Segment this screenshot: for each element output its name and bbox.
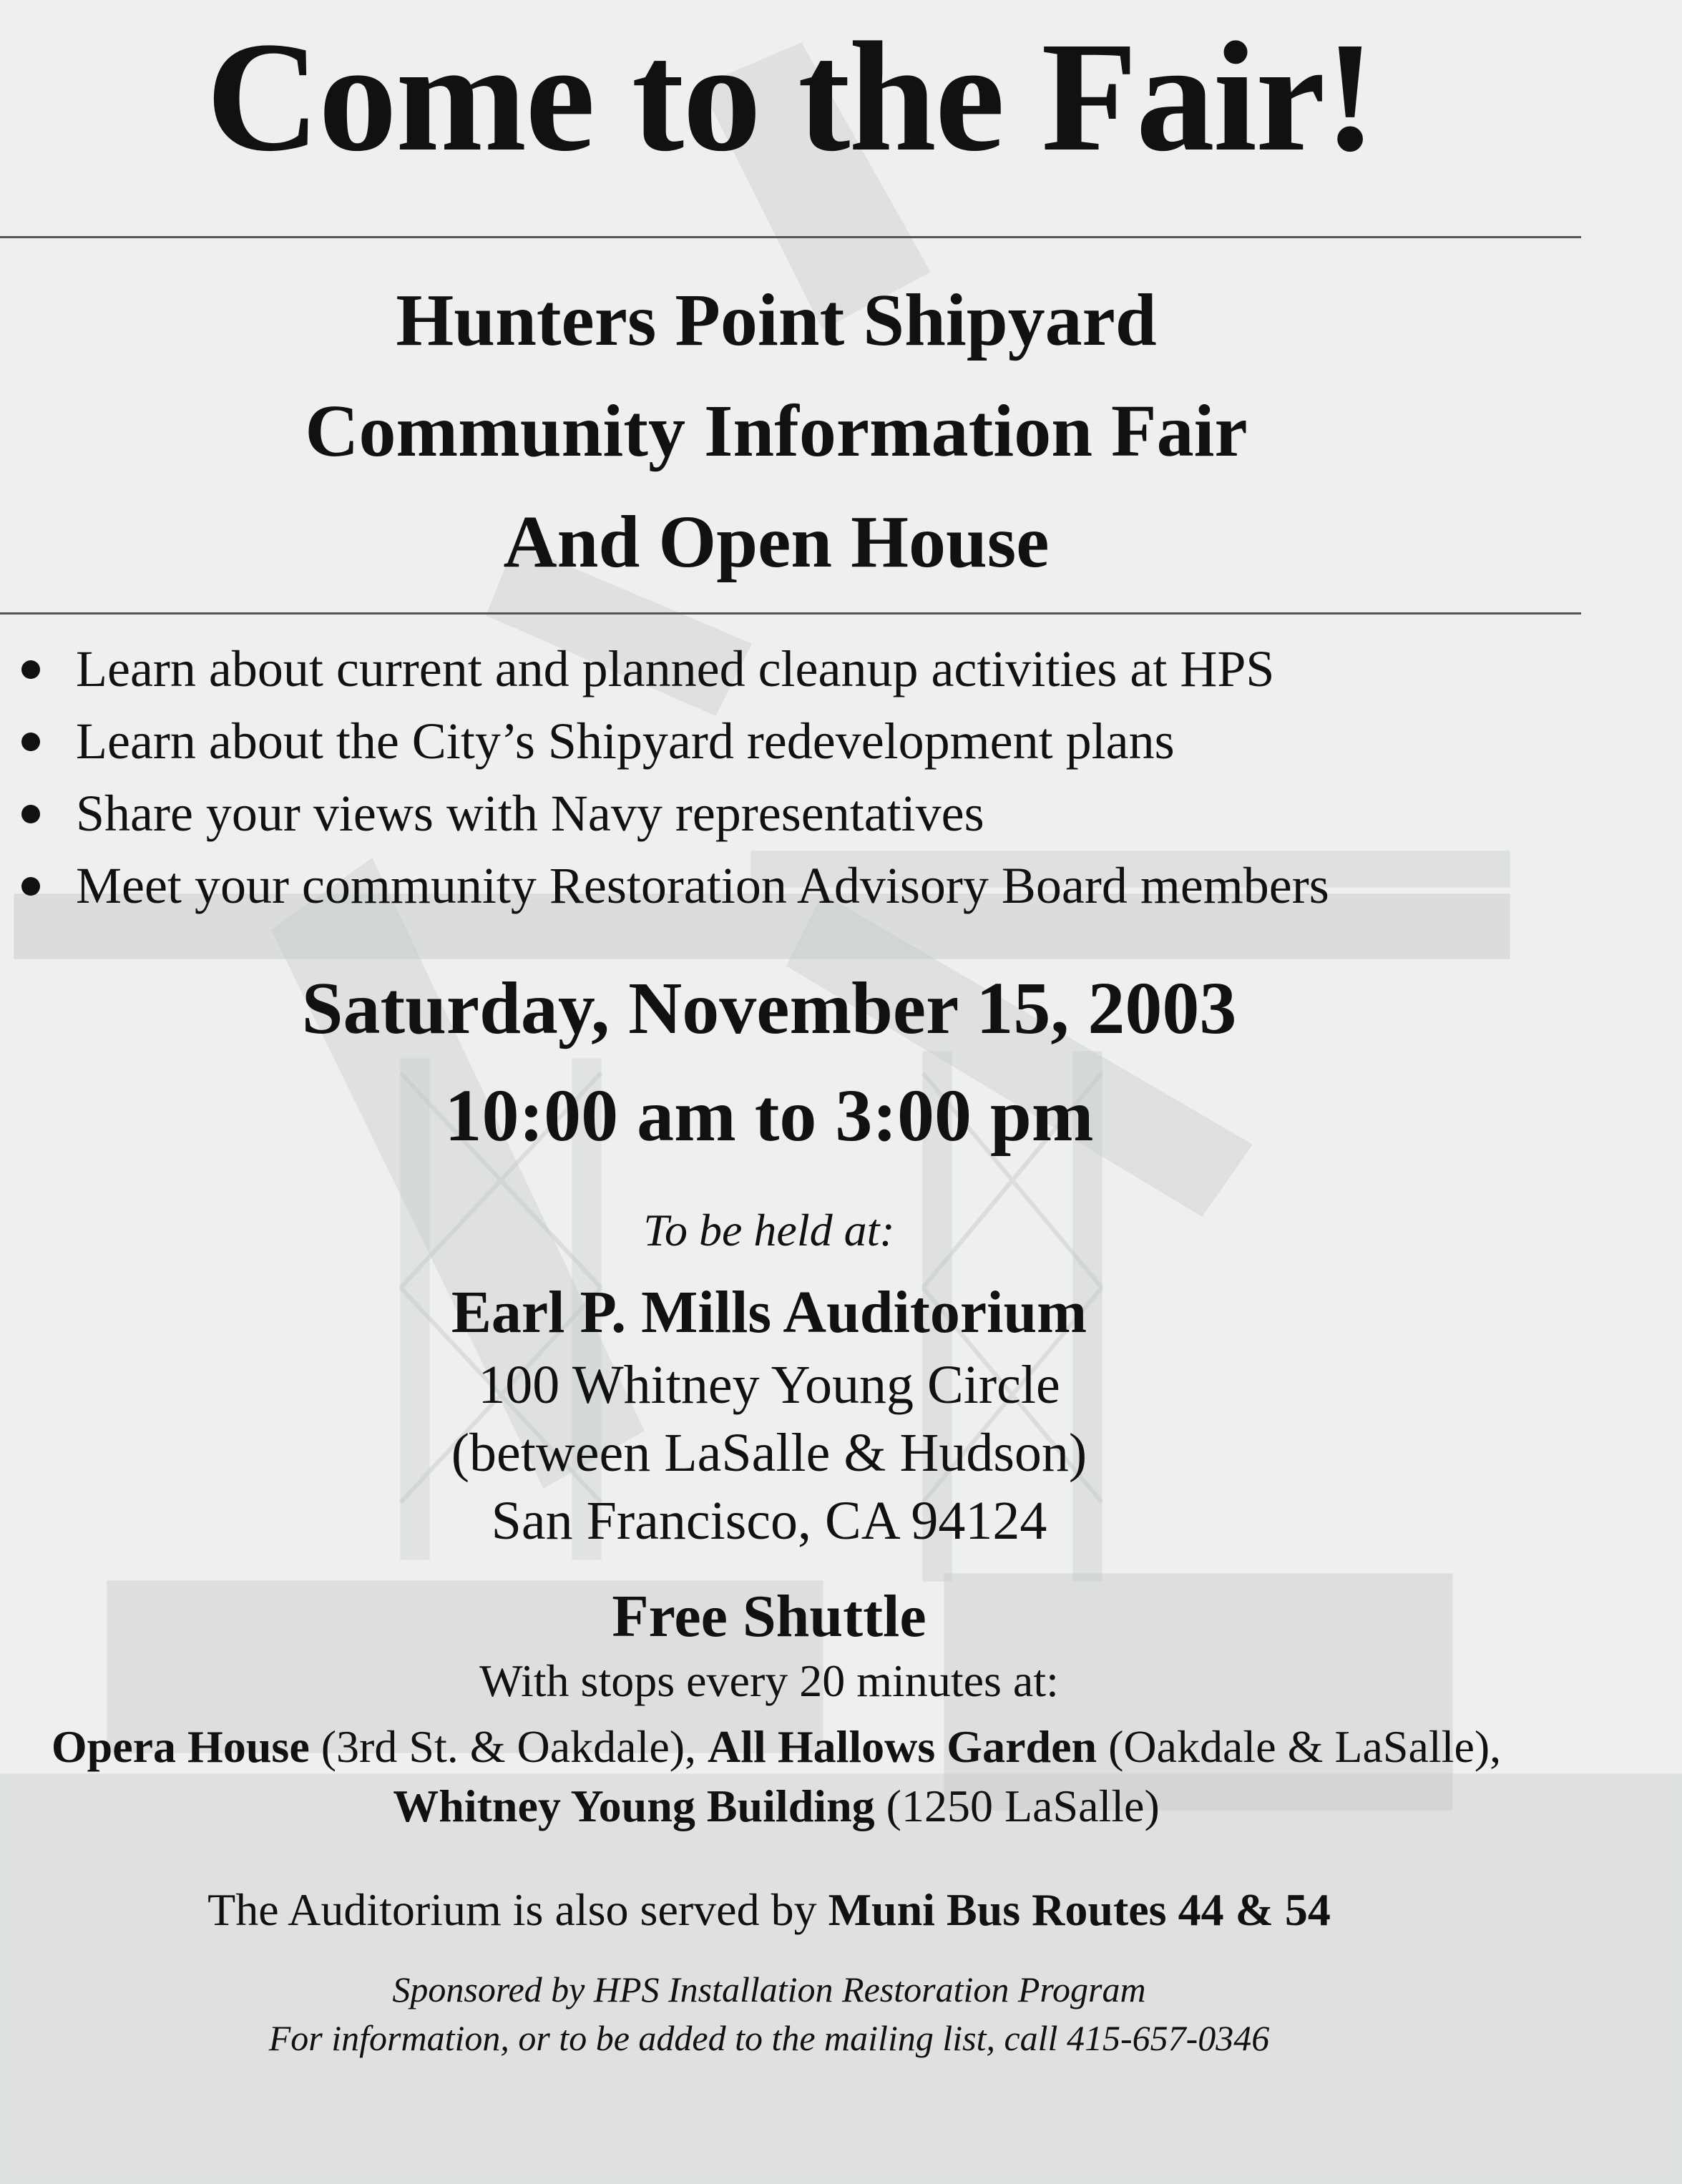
event-date: Saturday, November 15, 2003	[301, 967, 1237, 1049]
bullet-icon	[21, 805, 40, 823]
sponsor-line: Sponsored by HPS Installation Restoration Program	[392, 1969, 1146, 2009]
event-time: 10:00 am to 3:00 pm	[444, 1074, 1094, 1157]
muni-info	[0, 1881, 1538, 1939]
divider-top	[0, 236, 1581, 238]
shuttle-intro: With stops every 20 minutes at:	[479, 1655, 1059, 1706]
event-name-line-3: And Open House	[503, 501, 1050, 583]
venue-name: Earl P. Mills Auditorium	[451, 1279, 1087, 1346]
shuttle-stops-line-1	[0, 1718, 1553, 1776]
list-item-text: Learn about current and planned cleanup activities at HPS	[76, 640, 1275, 697]
shuttle-heading: Free Shuttle	[612, 1583, 926, 1650]
contact-line: For information, or to be added to the mailing list, call 415-657-0346	[268, 2018, 1270, 2058]
list-item-text: Learn about the City’s Shipyard redevelopment plans	[76, 713, 1175, 770]
muni-prefix: The Auditorium is also served by	[207, 1884, 817, 1935]
stop-name: All Hallows Garden	[708, 1721, 1097, 1772]
venue-cross-streets: (between LaSalle & Hudson)	[451, 1423, 1087, 1483]
bullet-icon	[21, 660, 40, 679]
divider-middle	[0, 612, 1581, 614]
bullet-icon	[21, 877, 40, 896]
list-item	[16, 705, 1554, 778]
list-item	[16, 633, 1554, 705]
activities-list	[16, 633, 1554, 922]
list-item	[16, 850, 1554, 922]
event-name	[0, 265, 1553, 597]
stop-detail: (Oakdale & LaSalle),	[1108, 1721, 1502, 1772]
list-item	[16, 778, 1554, 850]
shuttle-stops-line-2	[0, 1778, 1553, 1835]
venue-city: San Francisco, CA 94124	[491, 1491, 1047, 1551]
list-item-text: Share your views with Navy representatives	[76, 785, 984, 842]
event-name-line-1: Hunters Point Shipyard	[396, 279, 1157, 361]
list-item-text: Meet your community Restoration Advisory Board members	[76, 857, 1329, 914]
muni-routes: Muni Bus Routes 44 & 54	[828, 1884, 1331, 1935]
bullet-icon	[21, 733, 40, 751]
venue-street: 100 Whitney Young Circle	[478, 1355, 1060, 1415]
page-title: Come to the Fair!	[206, 9, 1375, 184]
event-name-line-2: Community Information Fair	[305, 390, 1248, 472]
stop-detail: (3rd St. & Oakdale),	[321, 1721, 697, 1772]
stop-detail: (1250 LaSalle)	[886, 1781, 1160, 1831]
stop-name: Opera House	[51, 1721, 310, 1772]
stop-name: Whitney Young Building	[393, 1781, 875, 1831]
held-at-label: To be held at:	[643, 1205, 895, 1255]
